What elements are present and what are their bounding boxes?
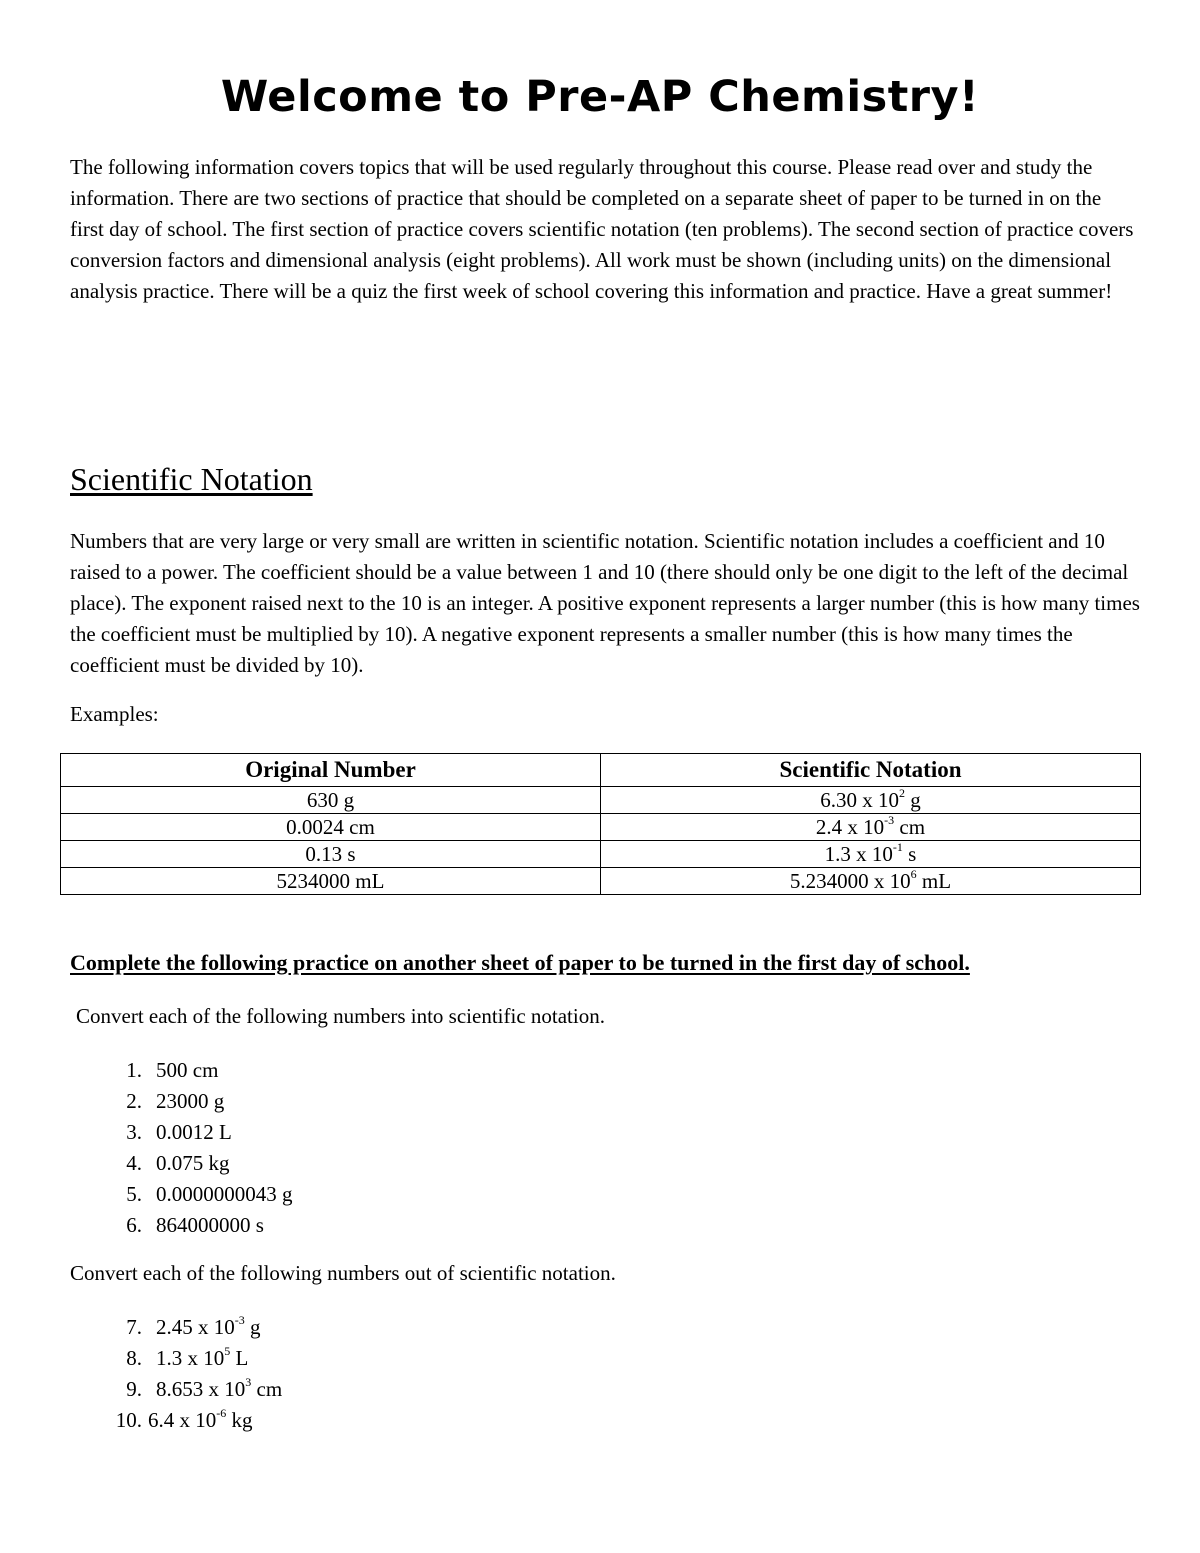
coefficient: 1.3 x 10	[156, 1346, 225, 1370]
list-item	[100, 1055, 293, 1086]
exponent: -6	[216, 1406, 227, 1420]
unit: s	[902, 842, 917, 866]
problem-text	[156, 1374, 282, 1405]
original-number-cell: 0.13 s	[61, 841, 601, 868]
problem-number: 1.	[126, 1058, 142, 1082]
exponent: 5	[224, 1344, 231, 1358]
problem-list-into-scientific-notation	[100, 1055, 293, 1241]
problem-text: 0.0012 L	[156, 1120, 232, 1144]
coefficient: 8.653 x 10	[156, 1377, 246, 1401]
intro-paragraph: The following information covers topics that will be used regularly throughout this course. Please read over and study the information. There are two sections of practice that should be completed on a separate sheet of paper to be turned in on the first day of school. The first section of practice covers scientific notation (ten problems). The second section of practice covers conversion factors and dimensional analysis (eight problems). All work must be shown (including units) on the dimensional analysis practice. There will be a quiz the first week of school covering this information and practice. Have a great summer!	[70, 155, 1134, 303]
list-item	[100, 1374, 282, 1405]
list-item	[100, 1086, 293, 1117]
unit: g	[905, 788, 921, 812]
exponent: 3	[245, 1375, 252, 1389]
unit: L	[230, 1346, 249, 1370]
original-number-cell: 5234000 mL	[61, 868, 601, 895]
problem-text	[148, 1405, 253, 1436]
unit: g	[244, 1315, 261, 1339]
unit: cm	[251, 1377, 283, 1401]
table-row	[61, 841, 1141, 868]
coefficient: 6.4 x 10	[148, 1408, 217, 1432]
scientific-notation-cell	[601, 868, 1141, 895]
problem-text: 500 cm	[156, 1058, 219, 1082]
problem-text: 864000000 s	[156, 1213, 264, 1237]
list-item	[100, 1405, 282, 1436]
list-item	[100, 1343, 282, 1374]
problem-list-out-of-scientific-notation	[100, 1312, 282, 1436]
problem-number: 3.	[126, 1120, 142, 1144]
scientific-notation-cell	[601, 841, 1141, 868]
problem-text	[156, 1312, 261, 1343]
table-row	[61, 814, 1141, 841]
original-number-cell: 0.0024 cm	[61, 814, 601, 841]
problem-text: 0.0000000043 g	[156, 1182, 293, 1206]
scientific-notation-cell	[601, 814, 1141, 841]
practice-heading: Complete the following practice on another sheet of paper to be turned in the first day of school.	[70, 950, 970, 975]
list-item	[100, 1117, 293, 1148]
problem-number: 5.	[126, 1182, 142, 1206]
problem-text: 0.075 kg	[156, 1151, 230, 1175]
original-number-cell: 630 g	[61, 787, 601, 814]
section-heading-scientific-notation: Scientific Notation	[70, 461, 313, 497]
instruction-into-scientific-notation: Convert each of the following numbers into scientific notation.	[76, 1004, 605, 1028]
table-header-row	[61, 754, 1141, 787]
list-item	[100, 1312, 282, 1343]
problem-number: 2.	[126, 1089, 142, 1113]
scientific-notation-cell	[601, 787, 1141, 814]
examples-table	[60, 753, 1141, 895]
examples-label: Examples:	[70, 702, 159, 726]
column-header-scientific-notation: Scientific Notation	[601, 754, 1141, 787]
problem-number: 4.	[126, 1151, 142, 1175]
exponent: 2	[899, 786, 905, 800]
exponent: -1	[892, 840, 903, 854]
problem-number: 9.	[126, 1377, 142, 1401]
scientific-notation-paragraph: Numbers that are very large or very small are written in scientific notation. Scientific notation includes a coefficient and 10 raised to a power. The coefficient should be a value between 1 and 10 (there should only be one digit to the left of the decimal place). The exponent raised next to the 10 is an integer. A positive exponent represents a larger number (this is how many times the coefficient must be multiplied by 10). A negative exponent represents a smaller number (this is how many times the coefficient must be divided by 10).	[70, 529, 1140, 677]
coefficient: 2.4 x 10	[815, 815, 885, 839]
instruction-out-of-scientific-notation: Convert each of the following numbers out of scientific notation.	[70, 1261, 616, 1285]
page-title: Welcome to Pre-AP Chemistry!	[220, 72, 980, 122]
unit: mL	[916, 869, 952, 893]
problem-number: 8.	[126, 1346, 142, 1370]
exponent: -3	[234, 1313, 245, 1327]
exponent: -3	[884, 813, 895, 827]
column-header-original-number: Original Number	[61, 754, 601, 787]
coefficient: 5.234000 x 10	[789, 869, 911, 893]
table-row	[61, 868, 1141, 895]
list-item	[100, 1179, 293, 1210]
problem-number: 6.	[126, 1213, 142, 1237]
unit: kg	[226, 1408, 253, 1432]
coefficient: 1.3 x 10	[824, 842, 893, 866]
unit: cm	[894, 815, 926, 839]
problem-number: 7.	[126, 1315, 142, 1339]
problem-text: 23000 g	[156, 1089, 225, 1113]
table-row	[61, 787, 1141, 814]
exponent: 6	[910, 867, 917, 881]
coefficient: 6.30 x 10	[820, 788, 899, 812]
coefficient: 2.45 x 10	[156, 1315, 235, 1339]
problem-text	[156, 1343, 248, 1374]
list-item	[100, 1148, 293, 1179]
list-item	[100, 1210, 293, 1241]
problem-number: 10.	[115, 1408, 142, 1432]
